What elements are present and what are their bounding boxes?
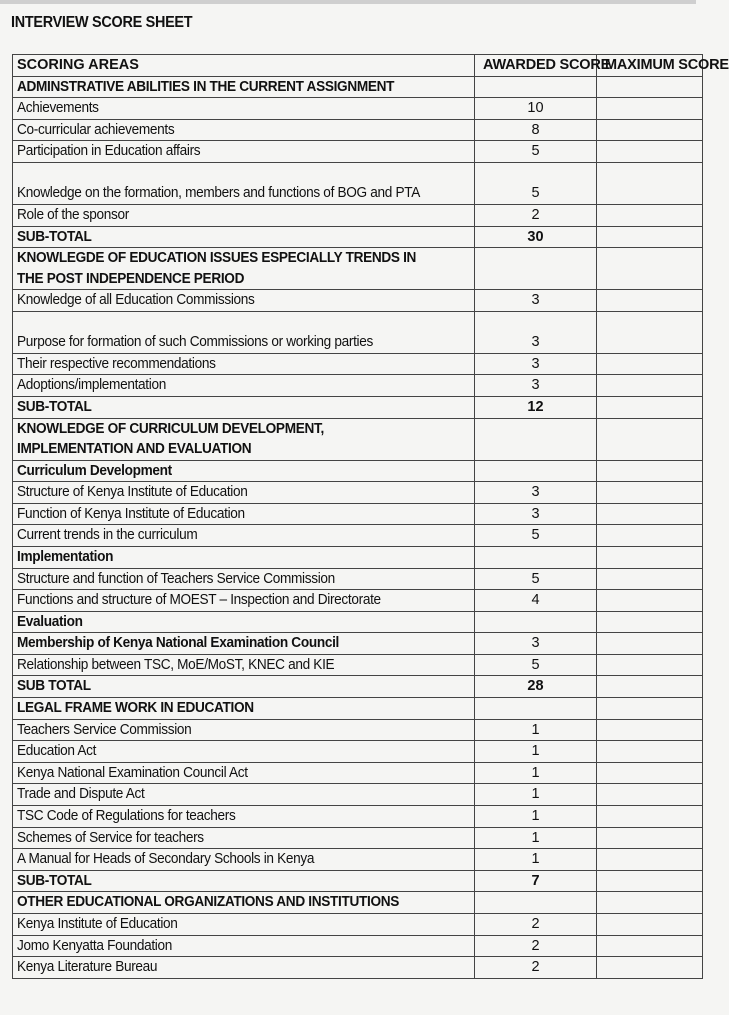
maximum-score-cell [597, 611, 703, 633]
awarded-score-cell: 30 [475, 226, 597, 248]
scoring-area-text: Function of Kenya Institute of Education [17, 505, 245, 522]
scoring-area-cell [13, 525, 475, 547]
awarded-score-cell: 2 [475, 935, 597, 957]
scoring-area-text: Their respective recommendations [17, 355, 216, 372]
maximum-score-cell [597, 418, 703, 460]
table-row [13, 762, 703, 784]
table-row [13, 784, 703, 806]
scoring-area-cell [13, 248, 475, 290]
awarded-score-cell: 5 [475, 525, 597, 547]
scoring-area-text: TSC Code of Regulations for teachers [17, 808, 236, 825]
maximum-score-cell [597, 870, 703, 892]
awarded-score-cell: 3 [475, 290, 597, 312]
awarded-score-cell: 1 [475, 719, 597, 741]
maximum-score-cell [597, 353, 703, 375]
scoring-area-text: Teachers Service Commission [17, 721, 192, 738]
maximum-score-cell [597, 957, 703, 979]
subtotal-row [13, 676, 703, 698]
table-row [13, 827, 703, 849]
maximum-score-cell [597, 719, 703, 741]
scoring-area-cell [13, 806, 475, 828]
maximum-score-cell [597, 849, 703, 871]
scoring-area-cell [13, 226, 475, 248]
header-awarded-score: AWARDED SCORE [475, 55, 597, 77]
scoring-area-cell [13, 957, 475, 979]
maximum-score-cell [597, 525, 703, 547]
awarded-score-cell [475, 460, 597, 482]
scoring-area-text: Curriculum Development [17, 462, 172, 479]
awarded-score-cell: 2 [475, 914, 597, 936]
table-row [13, 119, 703, 141]
maximum-score-cell [597, 806, 703, 828]
scoring-area-cell [13, 914, 475, 936]
scoring-area-text: KNOWLEDGE OF CURRICULUM DEVELOPMENT, IMPLEMENTATION AND EVALUATION [17, 420, 324, 458]
scoring-area-cell [13, 76, 475, 98]
awarded-score-cell: 2 [475, 204, 597, 226]
maximum-score-cell [597, 290, 703, 312]
scoring-area-text: Membership of Kenya National Examination Council [17, 635, 339, 652]
scoring-area-cell [13, 141, 475, 163]
section-row [13, 698, 703, 720]
awarded-score-cell: 3 [475, 482, 597, 504]
awarded-score-cell: 3 [475, 353, 597, 375]
maximum-score-cell [597, 633, 703, 655]
scoring-area-cell [13, 611, 475, 633]
awarded-score-cell: 5 [475, 568, 597, 590]
subtotal-row [13, 396, 703, 418]
awarded-score-cell: 28 [475, 676, 597, 698]
maximum-score-cell [597, 762, 703, 784]
maximum-score-cell [597, 226, 703, 248]
scoring-area-cell [13, 396, 475, 418]
maximum-score-cell [597, 935, 703, 957]
table-row [13, 568, 703, 590]
table-row [13, 290, 703, 312]
awarded-score-cell: 3 [475, 375, 597, 397]
header-row [13, 55, 703, 77]
scoring-area-cell [13, 633, 475, 655]
awarded-score-cell: 3 [475, 311, 597, 353]
maximum-score-cell [597, 827, 703, 849]
scoring-area-cell [13, 870, 475, 892]
table-row [13, 957, 703, 979]
scoring-area-text: Current trends in the curriculum [17, 527, 198, 544]
scoring-area-cell [13, 460, 475, 482]
awarded-score-cell: 10 [475, 98, 597, 120]
scoring-area-cell [13, 590, 475, 612]
scoring-area-cell [13, 827, 475, 849]
maximum-score-cell [597, 162, 703, 204]
maximum-score-cell [597, 482, 703, 504]
maximum-score-cell [597, 784, 703, 806]
scoring-area-cell [13, 162, 475, 204]
table-row [13, 719, 703, 741]
scoring-area-text: OTHER EDUCATIONAL ORGANIZATIONS AND INSTITUTIONS [17, 894, 400, 911]
scoring-area-cell [13, 546, 475, 568]
scoring-area-text: Adoptions/implementation [17, 377, 166, 394]
scoring-area-text: SUB-TOTAL [17, 228, 92, 245]
subsection-row [13, 611, 703, 633]
awarded-score-cell [475, 611, 597, 633]
awarded-score-cell: 1 [475, 784, 597, 806]
maximum-score-cell [597, 460, 703, 482]
scoring-area-cell [13, 762, 475, 784]
section-row [13, 892, 703, 914]
scoring-area-cell [13, 935, 475, 957]
subsection-row [13, 460, 703, 482]
awarded-score-cell: 1 [475, 849, 597, 871]
maximum-score-cell [597, 98, 703, 120]
scoring-area-text: Kenya Literature Bureau [17, 959, 158, 976]
maximum-score-cell [597, 546, 703, 568]
table-row [13, 806, 703, 828]
maximum-score-cell [597, 375, 703, 397]
maximum-score-cell [597, 568, 703, 590]
awarded-score-cell [475, 418, 597, 460]
awarded-score-cell: 7 [475, 870, 597, 892]
scoring-area-text: Achievements [17, 100, 99, 117]
header-maximum-score: MAXIMUM SCORE [597, 55, 703, 77]
scoring-area-cell [13, 204, 475, 226]
scoring-area-text: Jomo Kenyatta Foundation [17, 937, 173, 954]
table-row [13, 375, 703, 397]
awarded-score-cell: 2 [475, 957, 597, 979]
table-row [13, 741, 703, 763]
scoring-area-text: LEGAL FRAME WORK IN EDUCATION [17, 700, 254, 717]
table-row [13, 204, 703, 226]
awarded-score-cell: 5 [475, 162, 597, 204]
maximum-score-cell [597, 914, 703, 936]
awarded-score-cell: 1 [475, 741, 597, 763]
scoring-area-cell [13, 676, 475, 698]
scoring-area-text: SUB TOTAL [17, 678, 91, 695]
scoring-area-text: Evaluation [17, 613, 83, 630]
maximum-score-cell [597, 892, 703, 914]
scoring-area-cell [13, 784, 475, 806]
scoring-area-text: A Manual for Heads of Secondary Schools in Kenya [17, 851, 315, 868]
subtotal-row [13, 226, 703, 248]
scoring-area-cell [13, 698, 475, 720]
maximum-score-cell [597, 76, 703, 98]
scoring-area-text: SUB-TOTAL [17, 398, 92, 415]
table-row [13, 141, 703, 163]
awarded-score-cell: 12 [475, 396, 597, 418]
top-border [0, 0, 696, 4]
table-row [13, 590, 703, 612]
table-row [13, 654, 703, 676]
awarded-score-cell [475, 698, 597, 720]
awarded-score-cell [475, 248, 597, 290]
scoring-area-cell [13, 654, 475, 676]
scoring-area-cell [13, 892, 475, 914]
maximum-score-cell [597, 590, 703, 612]
scoring-area-cell [13, 719, 475, 741]
page-title: INTERVIEW SCORE SHEET [11, 14, 193, 31]
scoring-area-cell [13, 375, 475, 397]
scoring-area-text: Structure of Kenya Institute of Education [17, 484, 248, 501]
awarded-score-cell: 1 [475, 762, 597, 784]
awarded-score-cell [475, 76, 597, 98]
scoring-area-text: Schemes of Service for teachers [17, 829, 204, 846]
scoring-area-text: Kenya National Examination Council Act [17, 764, 248, 781]
table-row [13, 914, 703, 936]
scoring-area-text: ADMINSTRATIVE ABILITIES IN THE CURRENT ASSIGNMENT [17, 78, 395, 95]
table-row [13, 849, 703, 871]
maximum-score-cell [597, 311, 703, 353]
score-rows [13, 76, 703, 978]
scoring-area-text: Trade and Dispute Act [17, 786, 145, 803]
scoring-area-cell [13, 503, 475, 525]
scoring-area-cell [13, 290, 475, 312]
awarded-score-cell: 1 [475, 806, 597, 828]
score-table [12, 54, 729, 979]
awarded-score-cell: 1 [475, 827, 597, 849]
table-row [13, 503, 703, 525]
table-row [13, 482, 703, 504]
scoring-area-text: KNOWLEGDE OF EDUCATION ISSUES ESPECIALLY TRENDS IN THE POST INDEPENDENCE PERIOD [17, 250, 417, 287]
section-row [13, 248, 703, 290]
maximum-score-cell [597, 248, 703, 290]
maximum-score-cell [597, 503, 703, 525]
maximum-score-cell [597, 396, 703, 418]
scoring-area-text: Participation in Education affairs [17, 143, 201, 160]
scoring-area-text: Structure and function of Teachers Service Commission [17, 570, 335, 587]
maximum-score-cell [597, 141, 703, 163]
table-row [13, 353, 703, 375]
awarded-score-cell [475, 892, 597, 914]
maximum-score-cell [597, 676, 703, 698]
table-row [13, 935, 703, 957]
header-scoring-areas: SCORING AREAS [13, 55, 475, 77]
scoring-area-cell [13, 119, 475, 141]
awarded-score-cell: 3 [475, 503, 597, 525]
scoring-area-text: Purpose for formation of such Commissions or working parties [17, 334, 373, 351]
section-row [13, 76, 703, 98]
scoring-area-text: Education Act [17, 743, 97, 760]
scoring-area-text: Implementation [17, 548, 114, 565]
scoring-area-text: Role of the sponsor [17, 206, 129, 223]
table-row [13, 162, 703, 204]
scoring-area-text: Co-curricular achievements [17, 121, 175, 138]
subsection-row [13, 633, 703, 655]
awarded-score-cell: 4 [475, 590, 597, 612]
scoring-area-text: SUB-TOTAL [17, 872, 92, 889]
maximum-score-cell [597, 698, 703, 720]
scoring-area-text: Relationship between TSC, MoE/MoST, KNEC and KIE [17, 656, 335, 673]
maximum-score-cell [597, 204, 703, 226]
maximum-score-cell [597, 741, 703, 763]
maximum-score-cell [597, 654, 703, 676]
awarded-score-cell: 8 [475, 119, 597, 141]
scoring-area-text: Knowledge of all Education Commissions [17, 292, 255, 309]
awarded-score-cell [475, 546, 597, 568]
subtotal-row [13, 870, 703, 892]
scoring-area-cell [13, 849, 475, 871]
scoring-area-cell [13, 353, 475, 375]
table-row [13, 525, 703, 547]
table-row [13, 98, 703, 120]
scoring-area-text: Functions and structure of MOEST – Inspection and Directorate [17, 592, 381, 609]
scoring-area-cell [13, 418, 475, 460]
table-row [13, 311, 703, 353]
scoring-area-text: Kenya Institute of Education [17, 916, 178, 932]
scoring-area-cell [13, 98, 475, 120]
awarded-score-cell: 5 [475, 141, 597, 163]
subsection-row [13, 546, 703, 568]
awarded-score-cell: 3 [475, 633, 597, 655]
maximum-score-cell [597, 119, 703, 141]
awarded-score-cell: 5 [475, 654, 597, 676]
section-row [13, 418, 703, 460]
scoring-area-cell [13, 482, 475, 504]
scoring-area-cell [13, 568, 475, 590]
scoring-area-cell [13, 741, 475, 763]
scoring-area-text: Knowledge on the formation, members and functions of BOG and PTA [17, 185, 420, 202]
scoring-area-cell [13, 311, 475, 353]
